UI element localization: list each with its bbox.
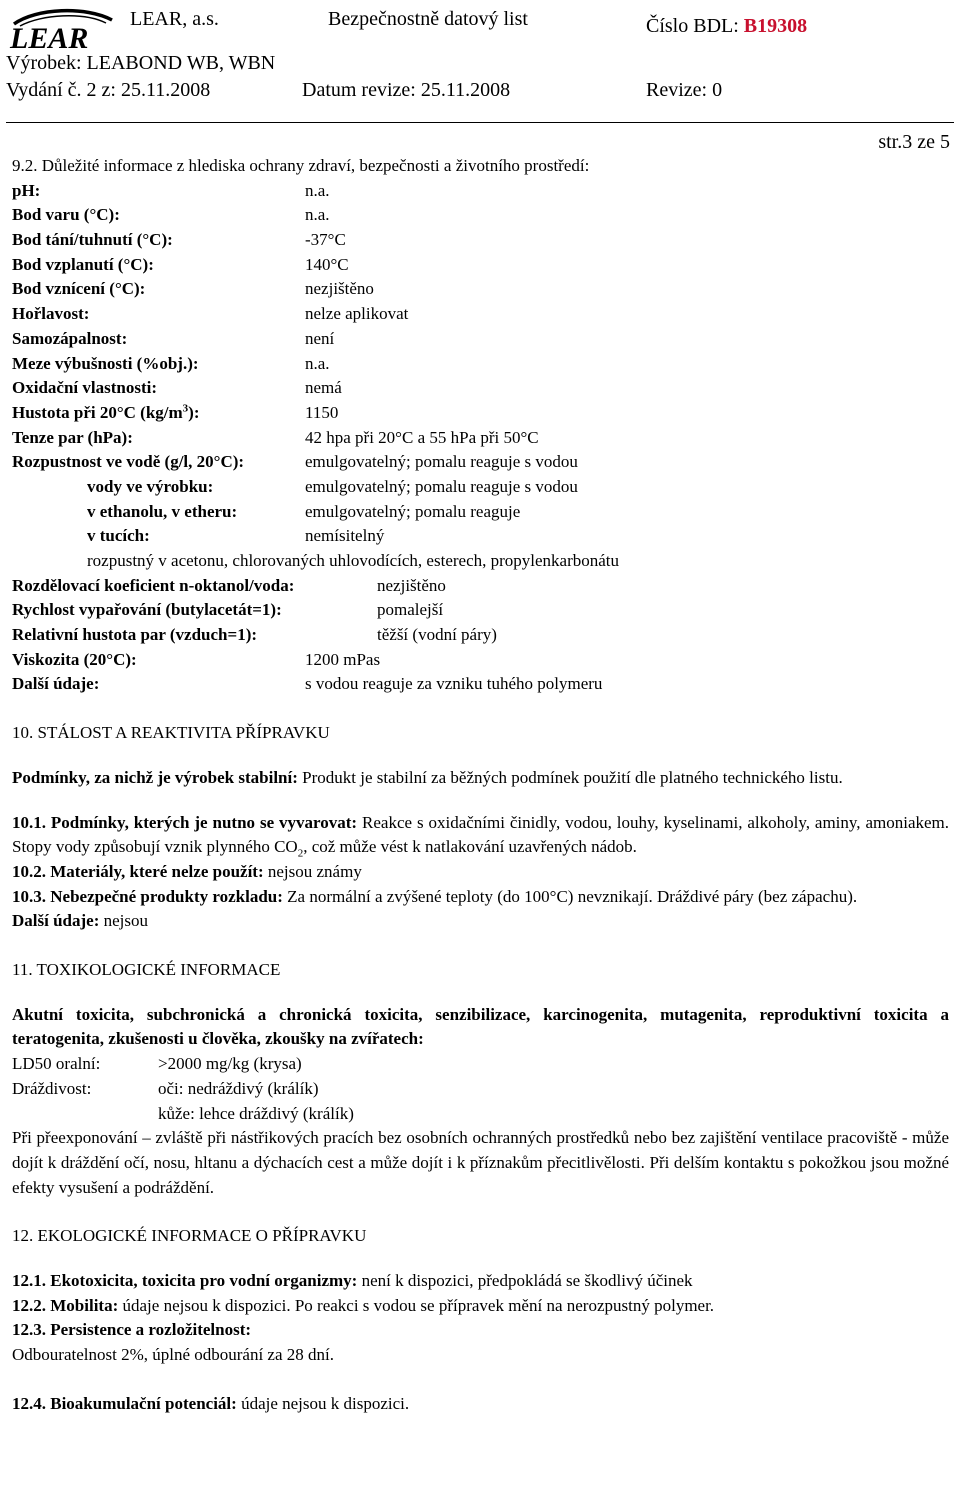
page-number: str.3 ze 5 xyxy=(878,131,950,153)
property-label: Meze výbušnosti (%obj.): xyxy=(12,353,199,373)
property-value: 42 hpa při 20°C a 55 hPa při 50°C xyxy=(305,427,539,447)
property-value: emulgovatelný; pomalu reaguje s vodou xyxy=(305,476,578,496)
section-12-title: 12. EKOLOGICKÉ INFORMACE O PŘÍPRAVKU xyxy=(12,1226,367,1246)
property-row xyxy=(12,277,949,302)
lear-logo xyxy=(6,6,118,52)
svg-text:LEAR: LEAR xyxy=(10,22,89,52)
property-list-2 xyxy=(12,574,949,648)
bioaccumulation-row: 12.4. Bioakumulační potenciál: údaje nejsou k dispozici. xyxy=(12,1393,410,1413)
document-type: Bezpečnostně datový list xyxy=(328,8,528,30)
property-value: 1200 mPas xyxy=(305,649,381,669)
document-body xyxy=(12,154,949,1417)
bdl-value: B19308 xyxy=(743,15,808,37)
property-value: nelze aplikovat xyxy=(305,304,409,324)
irritation-skin-row: kůže: lehce dráždivý (králík) xyxy=(158,1103,354,1123)
mobility-row: 12.2. Mobilita: údaje nejsou k dispozici. Po reakci s vodou se přípravek mění na nerozpustný polymer. xyxy=(12,1295,715,1315)
property-row xyxy=(12,648,949,673)
section-10-title: 10. STÁLOST A REAKTIVITA PŘÍPRAVKU xyxy=(12,723,330,743)
property-row-density xyxy=(12,401,949,426)
property-row xyxy=(12,623,949,648)
property-label: Další údaje: xyxy=(12,674,100,694)
property-label: v tucích: xyxy=(87,526,150,546)
property-value: nemá xyxy=(305,378,342,398)
document-header xyxy=(6,4,954,126)
irritation-row: Dráždivost: oči: nedráždivý (králík) xyxy=(12,1078,319,1098)
property-label: Viskozita (20°C): xyxy=(12,649,137,669)
property-value: n.a. xyxy=(305,205,330,225)
property-label: Bod vzplanutí (°C): xyxy=(12,254,154,274)
property-label: Hořlavost: xyxy=(12,304,90,324)
property-row xyxy=(12,475,949,500)
property-list xyxy=(12,179,949,401)
property-row xyxy=(12,672,949,697)
issue-info: Vydání č. 2 z: 25.11.2008 xyxy=(6,79,211,101)
product-line xyxy=(6,51,275,75)
bdl-label: Číslo BDL: xyxy=(646,15,739,37)
stability-conditions: Podmínky, za nichž je výrobek stabilní: Produkt je stabilní za běžných podmínek použití dle platného technického listu. xyxy=(12,767,843,787)
property-label: Rozdělovací koeficient n-oktanol/voda: xyxy=(12,575,295,595)
property-row xyxy=(12,228,949,253)
property-row xyxy=(12,352,949,377)
property-row xyxy=(12,327,949,352)
property-value: není xyxy=(305,328,335,348)
property-value: nezjištěno xyxy=(377,575,446,595)
toxicity-intro: Akutní toxicita, subchronická a chronická toxicita, senzibilizace, karcinogenita, mutagenita, reproduktivní toxicita a teratogenita, zkušenosti u člověka, zkoušky na zvířatech: xyxy=(12,1004,949,1049)
property-label: Oxidační vlastnosti: xyxy=(12,378,157,398)
property-row xyxy=(12,376,949,401)
solubility-sub-list xyxy=(12,475,949,549)
property-label: v ethanolu, v etheru: xyxy=(87,501,238,521)
decomposition-products: 10.3. Nebezpečné produkty rozkladu: Za normální a zvýšené teploty (do 100°C) nevznikají. Dráždivé páry (bez zápachu). xyxy=(12,886,858,906)
ld50-row: LD50 oralní: >2000 mg/kg (krysa) xyxy=(12,1054,302,1074)
property-label: vody ve výrobku: xyxy=(87,476,214,496)
property-label: Samozápalnost: xyxy=(12,328,128,348)
company-name: LEAR, a.s. xyxy=(130,8,219,30)
property-label: Bod varu (°C): xyxy=(12,205,120,225)
property-label: Tenze par (hPa): xyxy=(12,427,133,447)
property-label: Bod vznícení (°C): xyxy=(12,279,146,299)
property-row-vapor xyxy=(12,426,949,451)
property-row xyxy=(12,524,949,549)
property-row xyxy=(12,179,949,204)
property-row xyxy=(12,253,949,278)
section-10-other: Další údaje: nejsou xyxy=(12,911,149,931)
property-label: Relativní hustota par (vzduch=1): xyxy=(12,625,258,645)
revision-date: Datum revize: 25.11.2008 xyxy=(302,79,511,101)
property-row xyxy=(12,302,949,327)
overexposure-text: Při přeexponování – zvláště při nástřikových pracích bez osobních ochranných prostředků nebo bez zajištění ventilace pracoviště - může dojít k dráždění očí, nosu, hltanu a dýchacích cest a může dojít i k příznakům přecitlivělosti. Při delším kontaktu s pokožkou jsou možné efekty vysušení a podráždění. xyxy=(12,1128,949,1197)
property-value: s vodou reaguje za vzniku tuhého polymeru xyxy=(305,674,603,694)
property-value: emulgovatelný; pomalu reaguje xyxy=(305,501,521,521)
property-value: 140°C xyxy=(305,254,349,274)
property-value: n.a. xyxy=(305,353,330,373)
property-label: Rozpustnost ve vodě (g/l, 20°C): xyxy=(12,452,245,472)
property-value: 1150 xyxy=(305,402,339,422)
property-row xyxy=(12,574,949,599)
materials-to-avoid: 10.2. Materiály, které nelze použít: nejsou známy xyxy=(12,861,362,881)
property-row xyxy=(12,203,949,228)
property-value: nezjištěno xyxy=(305,279,374,299)
persistence-text: Odbouratelnost 2%, úplné odbourání za 28 dní. xyxy=(12,1345,334,1365)
property-label: Bod tání/tuhnutí (°C): xyxy=(12,230,173,250)
bdl-number xyxy=(646,14,807,38)
property-label: Hustota při 20°C $(kg/m^3)$: xyxy=(12,402,200,422)
property-label: Rychlost vypařování (butylacetát=1): xyxy=(12,600,282,620)
conditions-to-avoid: 10.1. Podmínky, kterých je nutno se vyvarovat: Reakce s oxidačními činidly, vodou, louhy, kyselinami, alkoholy, aminy, amoniakem. Stopy vody způsobují vznik plynného $CO_2$, což může vést k natlakování uzavřených nádob. xyxy=(12,812,950,860)
revision-number: Revize: 0 xyxy=(646,79,723,101)
property-value: těžší (vodní páry) xyxy=(377,625,497,645)
ecotoxicity-row: 12.1. Ekotoxicita, toxicita pro vodní organizmy: není k dispozici, předpokládá se škodlivý účinek xyxy=(12,1271,693,1291)
product-value: LEABOND WB, WBN xyxy=(86,52,276,74)
property-row xyxy=(12,500,949,525)
property-list-3 xyxy=(12,648,949,697)
property-row xyxy=(12,598,949,623)
property-value: pomalejší xyxy=(377,600,444,620)
product-label: Výrobek: xyxy=(6,52,82,74)
property-label: pH: xyxy=(12,180,41,200)
property-value: emulgovatelný; pomalu reaguje s vodou xyxy=(305,452,578,472)
section-11-title: 11. TOXIKOLOGICKÉ INFORMACE xyxy=(12,960,281,980)
property-row-solubility xyxy=(12,450,949,475)
property-value: n.a. xyxy=(305,180,330,200)
persistence-label: 12.3. Persistence a rozložitelnost: xyxy=(12,1320,252,1340)
section-9-2-title: 9.2. Důležité informace z hlediska ochrany zdraví, bezpečnosti a životního prostředí: xyxy=(12,156,590,175)
header-divider xyxy=(6,122,954,123)
property-value: nemísitelný xyxy=(305,526,385,546)
solvents-line: rozpustný v acetonu, chlorovaných uhlovodících, esterech, propylenkarbonátu xyxy=(87,551,620,570)
property-value: -37°C xyxy=(305,230,346,250)
